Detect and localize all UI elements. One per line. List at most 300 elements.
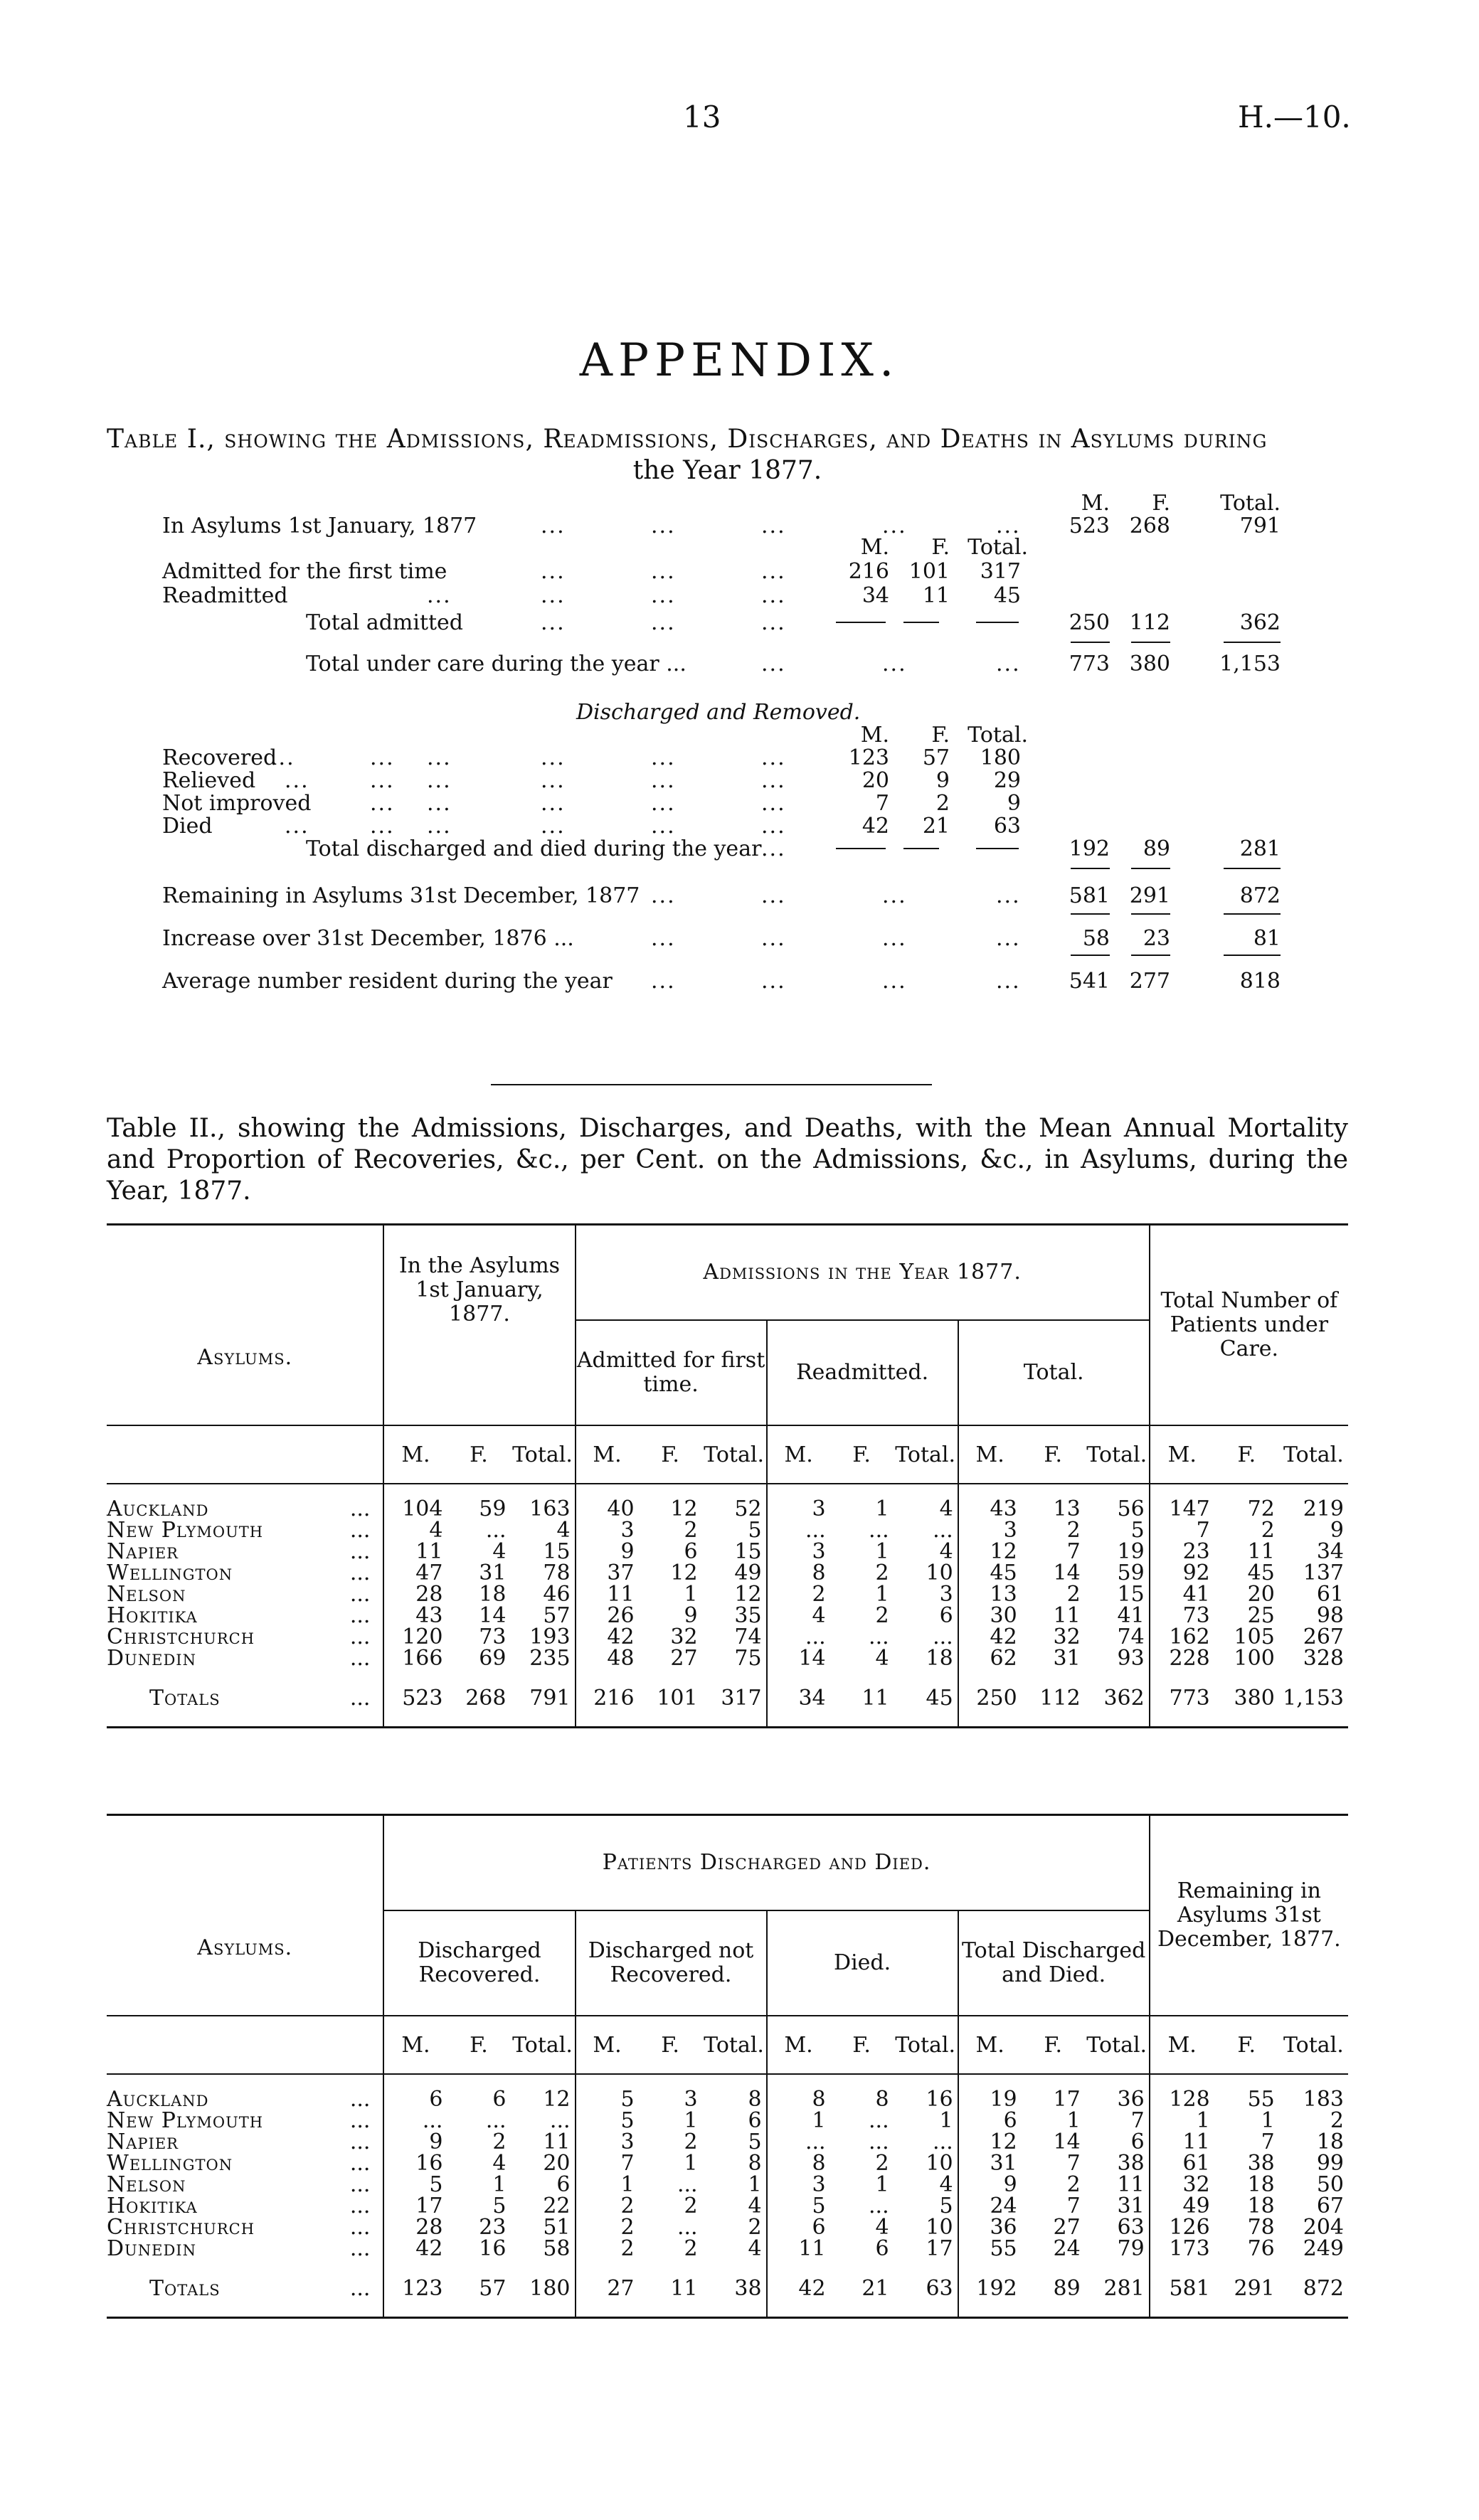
- t1-dots: ...: [996, 652, 1021, 676]
- table-row: [107, 1520, 1348, 1541]
- t1-dots: ...: [761, 969, 786, 994]
- table-cell: 19: [1085, 1541, 1150, 1563]
- asylum-name-cell: [107, 2153, 383, 2174]
- table-cell: 16: [479, 2236, 507, 2261]
- t1-dots: ...: [761, 791, 786, 816]
- totals-cell: 34: [767, 1669, 830, 1728]
- t1-average-f: 277: [1129, 969, 1170, 994]
- table-cell: 1: [875, 1539, 889, 1564]
- t1-dots: ...: [761, 745, 786, 770]
- table-cell: 18: [1247, 2194, 1275, 2218]
- t1-average-m: 541: [1069, 969, 1110, 994]
- t1-remaining-label: Remaining in Asylums 31st December, 1877: [162, 883, 640, 908]
- totals-cell: 42: [767, 2260, 830, 2318]
- totals-cell: 317: [702, 1669, 767, 1728]
- table-cell: 31: [1085, 2196, 1150, 2217]
- table-cell: ...: [677, 2172, 698, 2197]
- table-cell: 14: [1053, 2130, 1081, 2154]
- table-row: [107, 1648, 1348, 1669]
- asylum-name: Napier: [107, 2130, 179, 2154]
- totals-cell: 872: [1279, 2260, 1348, 2318]
- table-cell: 13: [990, 1582, 1017, 1607]
- table-cell: 11: [1182, 2130, 1210, 2154]
- t1-dots: ...: [651, 969, 676, 994]
- t2b-mft-header: M.: [576, 2016, 639, 2074]
- totals-cell: 250: [958, 1669, 1022, 1728]
- t1-dots: ...: [541, 814, 566, 839]
- t2a-readmitted-header: Readmitted.: [796, 1360, 929, 1386]
- asylum-name: Dunedin: [107, 1646, 196, 1671]
- t1-relieved-m: 20: [862, 768, 889, 793]
- t2a-admitted-first-header: Admitted for first time.: [576, 1347, 765, 1397]
- table-cell: 120: [402, 1625, 443, 1649]
- page-number: 13: [683, 100, 721, 134]
- leader-dots: ...: [349, 1646, 371, 1671]
- t1-rule: [1224, 642, 1281, 643]
- t2a-total-header: Total.: [1023, 1360, 1084, 1386]
- table-cell: 2: [812, 1582, 826, 1607]
- table-cell: 2: [684, 2236, 698, 2261]
- t2b-mft-header: Total.: [510, 2016, 575, 2074]
- totals-row: [107, 1669, 1348, 1728]
- t1-remaining-t: 872: [1239, 883, 1281, 908]
- table-cell: 228: [1169, 1646, 1210, 1671]
- table-cell: 1: [1196, 2108, 1210, 2133]
- table-cell: 76: [1247, 2236, 1275, 2261]
- table-cell: 15: [1085, 1584, 1150, 1605]
- table-cell: 4: [702, 2238, 767, 2260]
- t1-dots: ...: [761, 883, 786, 908]
- t2a-mft-header: M.: [1150, 1425, 1214, 1484]
- t1-dots: ...: [541, 791, 566, 816]
- table-cell: 63: [1085, 2217, 1150, 2238]
- leader-dots: ...: [349, 1496, 371, 1521]
- table-cell: 17: [1053, 2087, 1081, 2112]
- table-cell: 19: [990, 2087, 1017, 2112]
- table-cell: 7: [1085, 2110, 1150, 2132]
- t1-dots: ...: [270, 745, 295, 770]
- t1-relieved-f: 9: [935, 768, 950, 793]
- table-cell: 1: [1066, 2108, 1081, 2133]
- table-cell: 79: [1085, 2238, 1150, 2260]
- table-cell: 1: [620, 2172, 635, 2197]
- table-cell: 2: [1066, 2172, 1081, 2197]
- t1-relieved-label: Relieved: [162, 768, 256, 793]
- table-cell: 73: [1182, 1603, 1210, 1628]
- table-cell: 15: [510, 1541, 575, 1563]
- t1-died-t: 63: [993, 814, 1021, 839]
- table-row: [107, 2217, 1348, 2238]
- table-cell: 73: [479, 1625, 507, 1649]
- t2b-patients-header: Patients Discharged and Died.: [602, 1850, 931, 1876]
- table-cell: 27: [670, 1646, 698, 1671]
- table-cell: 2: [620, 2194, 635, 2218]
- table-cell: 8: [702, 2089, 767, 2110]
- t1-dots: ...: [882, 883, 907, 908]
- table-cell: 2: [684, 2194, 698, 2218]
- totals-cell: 773: [1150, 1669, 1214, 1728]
- table-cell: 51: [510, 2217, 575, 2238]
- t1-total-admitted-f: 112: [1129, 610, 1170, 635]
- table-cell: 14: [1053, 1561, 1081, 1585]
- t1-dots: ...: [996, 514, 1021, 538]
- t2b-body: [107, 2074, 1348, 2318]
- t1-total-discharged-label: Total discharged and died during the year: [306, 836, 762, 861]
- t2a-in-asylums-header: In the Asylums 1st January, 1877.: [398, 1253, 561, 1327]
- table-cell: 6: [492, 2087, 507, 2112]
- table-cell: ...: [894, 1627, 958, 1648]
- asylum-name-cell: [107, 2110, 383, 2132]
- t1-discharged-heading: Discharged and Removed.: [576, 700, 861, 725]
- table-cell: 27: [1053, 2215, 1081, 2240]
- leader-dots: ...: [349, 1539, 371, 1564]
- table-cell: 31: [990, 2151, 1017, 2176]
- t1-dots: ...: [541, 583, 566, 608]
- table-cell: 173: [1169, 2236, 1210, 2261]
- table-cell: 2: [620, 2236, 635, 2261]
- t1-dots: ...: [651, 610, 676, 635]
- t1-dots: ...: [761, 583, 786, 608]
- table-cell: 6: [894, 1605, 958, 1627]
- asylum-name: Auckland: [107, 2087, 209, 2112]
- asylum-name-cell: [107, 2174, 383, 2196]
- totals-cell: 791: [510, 1669, 575, 1728]
- table-cell: 18: [1316, 2130, 1344, 2154]
- table-cell: 16: [894, 2089, 958, 2110]
- table-cell: 12: [510, 2089, 575, 2110]
- table-cell: 5: [492, 2194, 507, 2218]
- asylum-name-cell: [107, 2132, 383, 2153]
- table-cell: 5: [620, 2087, 635, 2112]
- t1-total-discharged-m: 192: [1069, 836, 1110, 861]
- asylum-name: Christchurch: [107, 2215, 255, 2240]
- table-cell: 10: [894, 1563, 958, 1584]
- table-cell: 1: [875, 1496, 889, 1521]
- totals-cell: 523: [383, 1669, 447, 1728]
- table-cell: 1: [875, 2172, 889, 2197]
- table-cell: 43: [415, 1603, 443, 1628]
- asylum-name-cell: [107, 1563, 383, 1584]
- table-cell: 38: [1247, 2151, 1275, 2176]
- asylum-name-cell: [107, 2089, 383, 2110]
- t2b-mft-header: F.: [1022, 2016, 1085, 2074]
- t1-died-label: Died: [162, 814, 213, 839]
- table-cell: 193: [510, 1627, 575, 1648]
- table-cell: 2: [1330, 2108, 1344, 2133]
- table-row: [107, 1563, 1348, 1584]
- t1-under-care-f: 380: [1129, 652, 1170, 676]
- table-cell: 2: [620, 2215, 635, 2240]
- t1-dots: ...: [651, 745, 676, 770]
- table-cell: 235: [510, 1648, 575, 1669]
- table-cell: ...: [869, 2108, 889, 2133]
- table-row: [107, 2132, 1348, 2153]
- t2b-died-header: Died.: [834, 1950, 891, 1976]
- t2a-mft-header: Total.: [702, 1425, 767, 1484]
- leader-dots: ...: [349, 2130, 371, 2154]
- t1-admitted-first-t: 317: [980, 559, 1021, 584]
- table-cell: 5: [429, 2172, 443, 2197]
- table-cell: 28: [415, 2215, 443, 2240]
- table-row: [107, 1499, 1348, 1520]
- table-cell: 249: [1303, 2236, 1344, 2261]
- totals-cell: 281: [1085, 2260, 1150, 2318]
- t1-col-m: M.: [1081, 491, 1110, 516]
- totals-row: [107, 2260, 1348, 2318]
- t2b-mft-header: Total.: [1085, 2016, 1150, 2074]
- totals-label: Totals: [149, 2275, 221, 2301]
- table-cell: 18: [894, 1648, 958, 1669]
- t1-dots: ...: [651, 814, 676, 839]
- t2a-mft-header: F.: [1022, 1425, 1085, 1484]
- table-cell: 1: [875, 1582, 889, 1607]
- t1-rule: [1224, 913, 1281, 915]
- table1: [0, 491, 1479, 1074]
- asylum-name: New Plymouth: [107, 1518, 264, 1543]
- table-cell: 2: [1066, 1582, 1081, 1607]
- table-cell: 6: [510, 2174, 575, 2196]
- asylum-name-cell: [107, 1627, 383, 1648]
- t1-inner-col-f: F.: [931, 535, 950, 560]
- table-cell: 204: [1303, 2215, 1344, 2240]
- t2a-mft-header: Total.: [510, 1425, 575, 1484]
- table-cell: 3: [812, 1496, 826, 1521]
- t1-not-improved-f: 2: [935, 791, 950, 816]
- table-cell: 74: [1085, 1627, 1150, 1648]
- table-cell: 2: [1066, 1518, 1081, 1543]
- t1-total-admitted-t: 362: [1239, 610, 1281, 635]
- t1-total-discharged-t: 281: [1239, 836, 1281, 861]
- t1-inner-col-m: M.: [860, 535, 889, 560]
- t1-rule: [1131, 955, 1170, 956]
- t2b-mft-header: Total.: [702, 2016, 767, 2074]
- asylum-name: Nelson: [107, 1582, 186, 1607]
- t1-admitted-first-label: Admitted for the first time: [162, 559, 447, 584]
- t2a-mft-header: Total.: [1085, 1425, 1150, 1484]
- totals-cell: 380: [1214, 1669, 1279, 1728]
- table-row: [107, 2110, 1348, 2132]
- table-row: [107, 2174, 1348, 2196]
- t1-average-t: 818: [1239, 969, 1281, 994]
- leader-dots: ...: [349, 2151, 371, 2176]
- table-cell: 9: [620, 1539, 635, 1564]
- totals-label-cell: [107, 1669, 383, 1728]
- asylum-name-cell: [107, 2217, 383, 2238]
- table-row: [107, 2089, 1348, 2110]
- totals-label: Totals: [149, 1685, 221, 1711]
- t2b-mft-header: F.: [639, 2016, 702, 2074]
- t1-not-improved-label: Not improved: [162, 791, 312, 816]
- t1-dots: ...: [651, 883, 676, 908]
- table-cell: 1: [812, 2108, 826, 2133]
- table-row: [107, 2238, 1348, 2260]
- table-cell: 1: [894, 2110, 958, 2132]
- t2a-mft-header: F.: [639, 1425, 702, 1484]
- t1-dots: ...: [882, 514, 907, 538]
- asylum-name: Dunedin: [107, 2236, 196, 2261]
- totals-cell: 180: [510, 2260, 575, 2318]
- t1-under-care-m: 773: [1069, 652, 1110, 676]
- t2b-mft-header: M.: [1150, 2016, 1214, 2074]
- leader-dots: ...: [349, 1518, 371, 1543]
- asylum-name-cell: [107, 1541, 383, 1563]
- table-cell: 128: [1169, 2087, 1210, 2112]
- table-cell: 32: [670, 1625, 698, 1649]
- table-cell: 1: [684, 1582, 698, 1607]
- t2b-asylums-header: Asylums.: [197, 1935, 293, 1960]
- table-cell: 3: [1003, 1518, 1017, 1543]
- totals-cell: 362: [1085, 1669, 1150, 1728]
- table-cell: 5: [1085, 1520, 1150, 1541]
- table-cell: 4: [510, 1520, 575, 1541]
- t1-dots: ...: [427, 791, 452, 816]
- t1-dots: ...: [761, 836, 786, 861]
- section-separator: [491, 1084, 932, 1085]
- t1-increase-m: 58: [1082, 926, 1110, 951]
- t1-dots: ...: [761, 514, 786, 538]
- table-cell: 36: [990, 2215, 1017, 2240]
- t1-inner-col-m-2: M.: [860, 723, 889, 748]
- t2b-mft-row: [107, 2016, 1348, 2074]
- table-cell: ...: [894, 1520, 958, 1541]
- table-cell: 61: [1316, 1582, 1344, 1607]
- table-cell: 6: [684, 1539, 698, 1564]
- table-cell: 42: [607, 1625, 635, 1649]
- asylum-name-cell: [107, 2196, 383, 2217]
- t1-dots: ...: [651, 559, 676, 584]
- t1-dots: ...: [761, 926, 786, 951]
- table-cell: 61: [1182, 2151, 1210, 2176]
- table-cell: 17: [415, 2194, 443, 2218]
- table-cell: 31: [1053, 1646, 1081, 1671]
- t1-under-care-label: Total under care during the year ...: [306, 652, 687, 676]
- table-cell: 45: [990, 1561, 1017, 1585]
- totals-cell: 1,153: [1279, 1669, 1348, 1728]
- table-cell: 10: [894, 2217, 958, 2238]
- table-cell: 34: [1316, 1539, 1344, 1564]
- t1-dots: ...: [370, 745, 395, 770]
- table-cell: ...: [485, 2108, 507, 2133]
- t1-inner-col-total: Total.: [968, 535, 1028, 560]
- table-cell: 93: [1085, 1648, 1150, 1669]
- table-cell: 6: [429, 2087, 443, 2112]
- t1-col-f: F.: [1152, 491, 1170, 516]
- table-cell: 12: [990, 1539, 1017, 1564]
- leader-dots: ...: [349, 2236, 371, 2261]
- table-cell: 49: [702, 1563, 767, 1584]
- document-code: H.—10.: [1238, 100, 1351, 134]
- t2a-mft-header: Total.: [1279, 1425, 1348, 1484]
- leader-dots: ...: [349, 2087, 371, 2112]
- table-cell: 42: [415, 2236, 443, 2261]
- t1-col-total: Total.: [1220, 491, 1281, 516]
- totals-cell: 123: [383, 2260, 447, 2318]
- table-cell: 12: [670, 1561, 698, 1585]
- t1-remaining-m: 581: [1069, 883, 1110, 908]
- table-cell: 15: [702, 1541, 767, 1563]
- t2a-mft-header: F.: [1214, 1425, 1279, 1484]
- table-cell: 219: [1303, 1496, 1344, 1521]
- table-cell: 11: [510, 2132, 575, 2153]
- table-cell: 69: [479, 1646, 507, 1671]
- t1-rule: [1071, 868, 1110, 869]
- table-cell: 32: [1182, 2172, 1210, 2197]
- t1-increase-label: Increase over 31st December, 1876 ...: [162, 926, 574, 951]
- table-cell: 9: [684, 1603, 698, 1628]
- t2a-mft-header: M.: [383, 1425, 447, 1484]
- totals-cell: 101: [639, 1669, 702, 1728]
- table-cell: ...: [805, 1518, 826, 1543]
- leader-dots: ...: [349, 1561, 371, 1585]
- table-cell: 9: [429, 2130, 443, 2154]
- asylum-name-cell: [107, 1584, 383, 1605]
- table-cell: 25: [1247, 1603, 1275, 1628]
- table-cell: 126: [1169, 2215, 1210, 2240]
- table-cell: ...: [485, 1518, 507, 1543]
- table-cell: ...: [805, 2130, 826, 2154]
- t1-recovered-m: 123: [848, 745, 889, 770]
- totals-cell: 57: [447, 2260, 510, 2318]
- table-cell: 59: [1085, 1563, 1150, 1584]
- leader-dots: ...: [349, 2275, 371, 2301]
- table-cell: 16: [415, 2151, 443, 2176]
- table-cell: 2: [492, 2130, 507, 2154]
- table-cell: 11: [1085, 2174, 1150, 2196]
- t1-recovered-label: Recovered: [162, 745, 277, 770]
- t1-admitted-first-m: 216: [848, 559, 889, 584]
- table-cell: 23: [479, 2215, 507, 2240]
- leader-dots: ...: [349, 2194, 371, 2218]
- table-cell: 4: [875, 2215, 889, 2240]
- table-cell: 8: [812, 1561, 826, 1585]
- t1-dots: ...: [427, 583, 452, 608]
- asylum-name-cell: [107, 1496, 383, 1521]
- t1-dots: ...: [370, 768, 395, 793]
- table-cell: 3: [812, 1539, 826, 1564]
- table-cell: 11: [1247, 1539, 1275, 1564]
- table-cell: 7: [1196, 1518, 1210, 1543]
- t2b-mft-header: F.: [1214, 2016, 1279, 2074]
- t1-dots: ...: [996, 883, 1021, 908]
- t1-readmitted-t: 45: [993, 583, 1021, 608]
- table-row: [107, 1541, 1348, 1563]
- table-cell: 99: [1316, 2151, 1344, 2176]
- t1-increase-t: 81: [1253, 926, 1281, 951]
- table-cell: 2: [875, 1561, 889, 1585]
- t1-dots: ...: [651, 926, 676, 951]
- table-row: [107, 1584, 1348, 1605]
- totals-cell: 89: [1022, 2260, 1085, 2318]
- table-cell: 72: [1247, 1496, 1275, 1521]
- table-cell: 9: [1330, 1518, 1344, 1543]
- table-cell: 20: [510, 2153, 575, 2174]
- table-cell: 4: [894, 1499, 958, 1520]
- t1-dash: [976, 622, 1019, 623]
- table-cell: 20: [1247, 1582, 1275, 1607]
- t1-remaining-f: 291: [1129, 883, 1170, 908]
- table-cell: 1: [1261, 2108, 1275, 2133]
- table-row: [107, 1605, 1348, 1627]
- table-cell: 1: [684, 2108, 698, 2133]
- table-cell: 2: [684, 1518, 698, 1543]
- leader-dots: ...: [349, 1625, 371, 1649]
- table-cell: 4: [894, 1541, 958, 1563]
- t1-increase-f: 23: [1143, 926, 1170, 951]
- asylum-name: Napier: [107, 1539, 179, 1564]
- t1-dots: ...: [285, 768, 309, 793]
- table-cell: 57: [510, 1605, 575, 1627]
- table-cell: 98: [1316, 1603, 1344, 1628]
